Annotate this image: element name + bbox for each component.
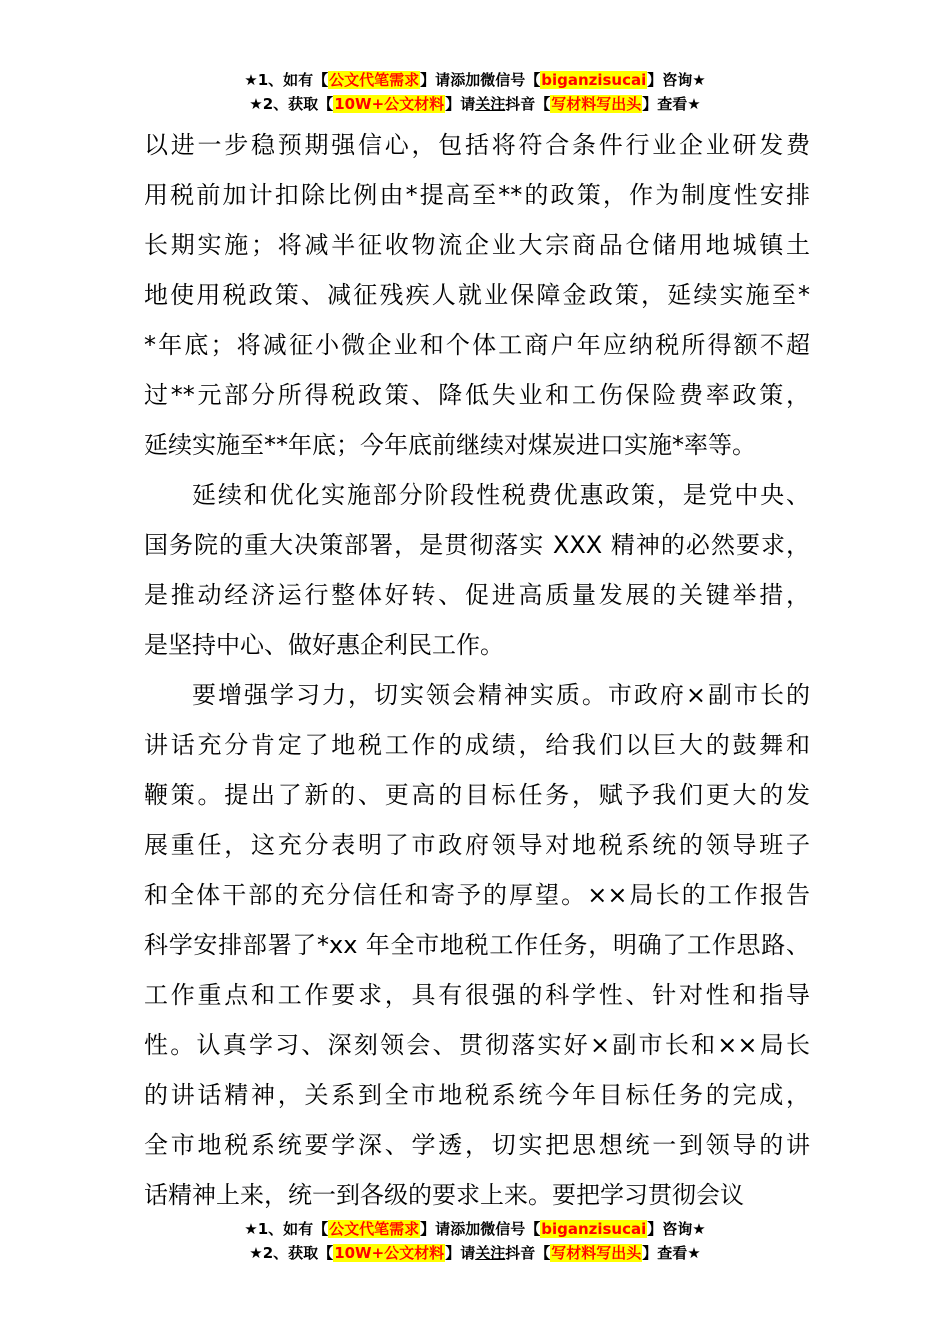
text-line: 的讲话精神，关系到全市地税系统今年目标任务的完成， bbox=[144, 1081, 810, 1109]
text-line: 要增强学习力，切实领会精神实质。市政府×副市长的 bbox=[192, 681, 810, 709]
promo-text: 】请 bbox=[420, 1220, 451, 1238]
promo-highlight: 公文代笔需求 bbox=[329, 71, 420, 89]
text-line: *年底；将减征小微企业和个体工商户年应纳税所得额不超 bbox=[144, 331, 810, 359]
promo-highlight: 写材料写出头 bbox=[551, 95, 642, 113]
text-line: 用税前加计扣除比例由*提高至**的政策，作为制度性安排 bbox=[144, 181, 810, 209]
promo-text: ★2、获取【 bbox=[249, 1244, 334, 1262]
promo-highlight: 10W+公文材料 bbox=[334, 95, 445, 113]
promo-line-2 bbox=[0, 1242, 950, 1266]
promo-emphasis: 关注 bbox=[475, 95, 506, 113]
promo-emphasis: 关注 bbox=[475, 1244, 506, 1262]
text-line: 延续实施至**年底；今年底前继续对煤炭进口实施*率等。 bbox=[144, 431, 756, 459]
promo-text: 】咨询★ bbox=[647, 71, 706, 89]
document-body bbox=[144, 120, 810, 1220]
promo-emphasis: 添加 bbox=[450, 1220, 481, 1238]
text-line: 是推动经济运行整体好转、促进高质量发展的关键举措， bbox=[144, 581, 810, 609]
promo-text: ★1、如有【 bbox=[244, 71, 329, 89]
text-line: 话精神上来，统一到各级的要求上来。要把学习贯彻会议 bbox=[144, 1181, 744, 1209]
promo-text: 微信号【 bbox=[480, 71, 541, 89]
promo-highlight: biganzisucai bbox=[541, 71, 647, 89]
header-promo-banner bbox=[0, 69, 950, 117]
promo-text: 】请 bbox=[420, 71, 451, 89]
promo-text: 】查看★ bbox=[642, 1244, 701, 1262]
text-line: 科学安排部署了*xx 年全市地税工作任务，明确了工作思路、 bbox=[144, 931, 810, 959]
promo-text: 抖音【 bbox=[505, 1244, 551, 1262]
text-line: 地使用税政策、减征残疾人就业保障金政策，延续实施至* bbox=[144, 281, 810, 309]
promo-line-1 bbox=[0, 69, 950, 93]
text-line: 国务院的重大决策部署，是贯彻落实 XXX 精神的必然要求， bbox=[144, 531, 810, 559]
paragraph bbox=[144, 120, 810, 470]
text-line: 延续和优化实施部分阶段性税费优惠政策，是党中央、 bbox=[192, 481, 810, 509]
text-line: 全市地税系统要学深、学透，切实把思想统一到领导的讲 bbox=[144, 1131, 810, 1159]
promo-highlight: 写材料写出头 bbox=[551, 1244, 642, 1262]
promo-text: 微信号【 bbox=[480, 1220, 541, 1238]
promo-text: 】查看★ bbox=[642, 95, 701, 113]
text-line: 是坚持中心、做好惠企利民工作。 bbox=[144, 631, 504, 659]
promo-text: 】请 bbox=[445, 95, 476, 113]
text-line: 鞭策。提出了新的、更高的目标任务，赋予我们更大的发 bbox=[144, 781, 810, 809]
promo-line-1 bbox=[0, 1218, 950, 1242]
promo-highlight: 公文代笔需求 bbox=[329, 1220, 420, 1238]
promo-highlight: biganzisucai bbox=[541, 1220, 647, 1238]
promo-text: ★2、获取【 bbox=[249, 95, 334, 113]
paragraph bbox=[144, 470, 810, 670]
promo-text: 】咨询★ bbox=[647, 1220, 706, 1238]
promo-line-2 bbox=[0, 93, 950, 117]
footer-promo-banner bbox=[0, 1218, 950, 1266]
text-line: 长期实施；将减半征收物流企业大宗商品仓储用地城镇土 bbox=[144, 231, 810, 259]
promo-text: ★1、如有【 bbox=[244, 1220, 329, 1238]
text-line: 展重任，这充分表明了市政府领导对地税系统的领导班子 bbox=[144, 831, 810, 859]
text-line: 工作重点和工作要求，具有很强的科学性、针对性和指导 bbox=[144, 981, 810, 1009]
text-line: 和全体干部的充分信任和寄予的厚望。××局长的工作报告 bbox=[144, 881, 810, 909]
text-line: 讲话充分肯定了地税工作的成绩，给我们以巨大的鼓舞和 bbox=[144, 731, 810, 759]
text-line: 过**元部分所得税政策、降低失业和工伤保险费率政策， bbox=[144, 381, 810, 409]
text-line: 性。认真学习、深刻领会、贯彻落实好×副市长和××局长 bbox=[144, 1031, 810, 1059]
promo-highlight: 10W+公文材料 bbox=[334, 1244, 445, 1262]
promo-text: 】请 bbox=[445, 1244, 476, 1262]
text-line: 以进一步稳预期强信心，包括将符合条件行业企业研发费 bbox=[144, 131, 810, 159]
promo-text: 抖音【 bbox=[505, 95, 551, 113]
paragraph bbox=[144, 670, 810, 1220]
promo-emphasis: 添加 bbox=[450, 71, 481, 89]
